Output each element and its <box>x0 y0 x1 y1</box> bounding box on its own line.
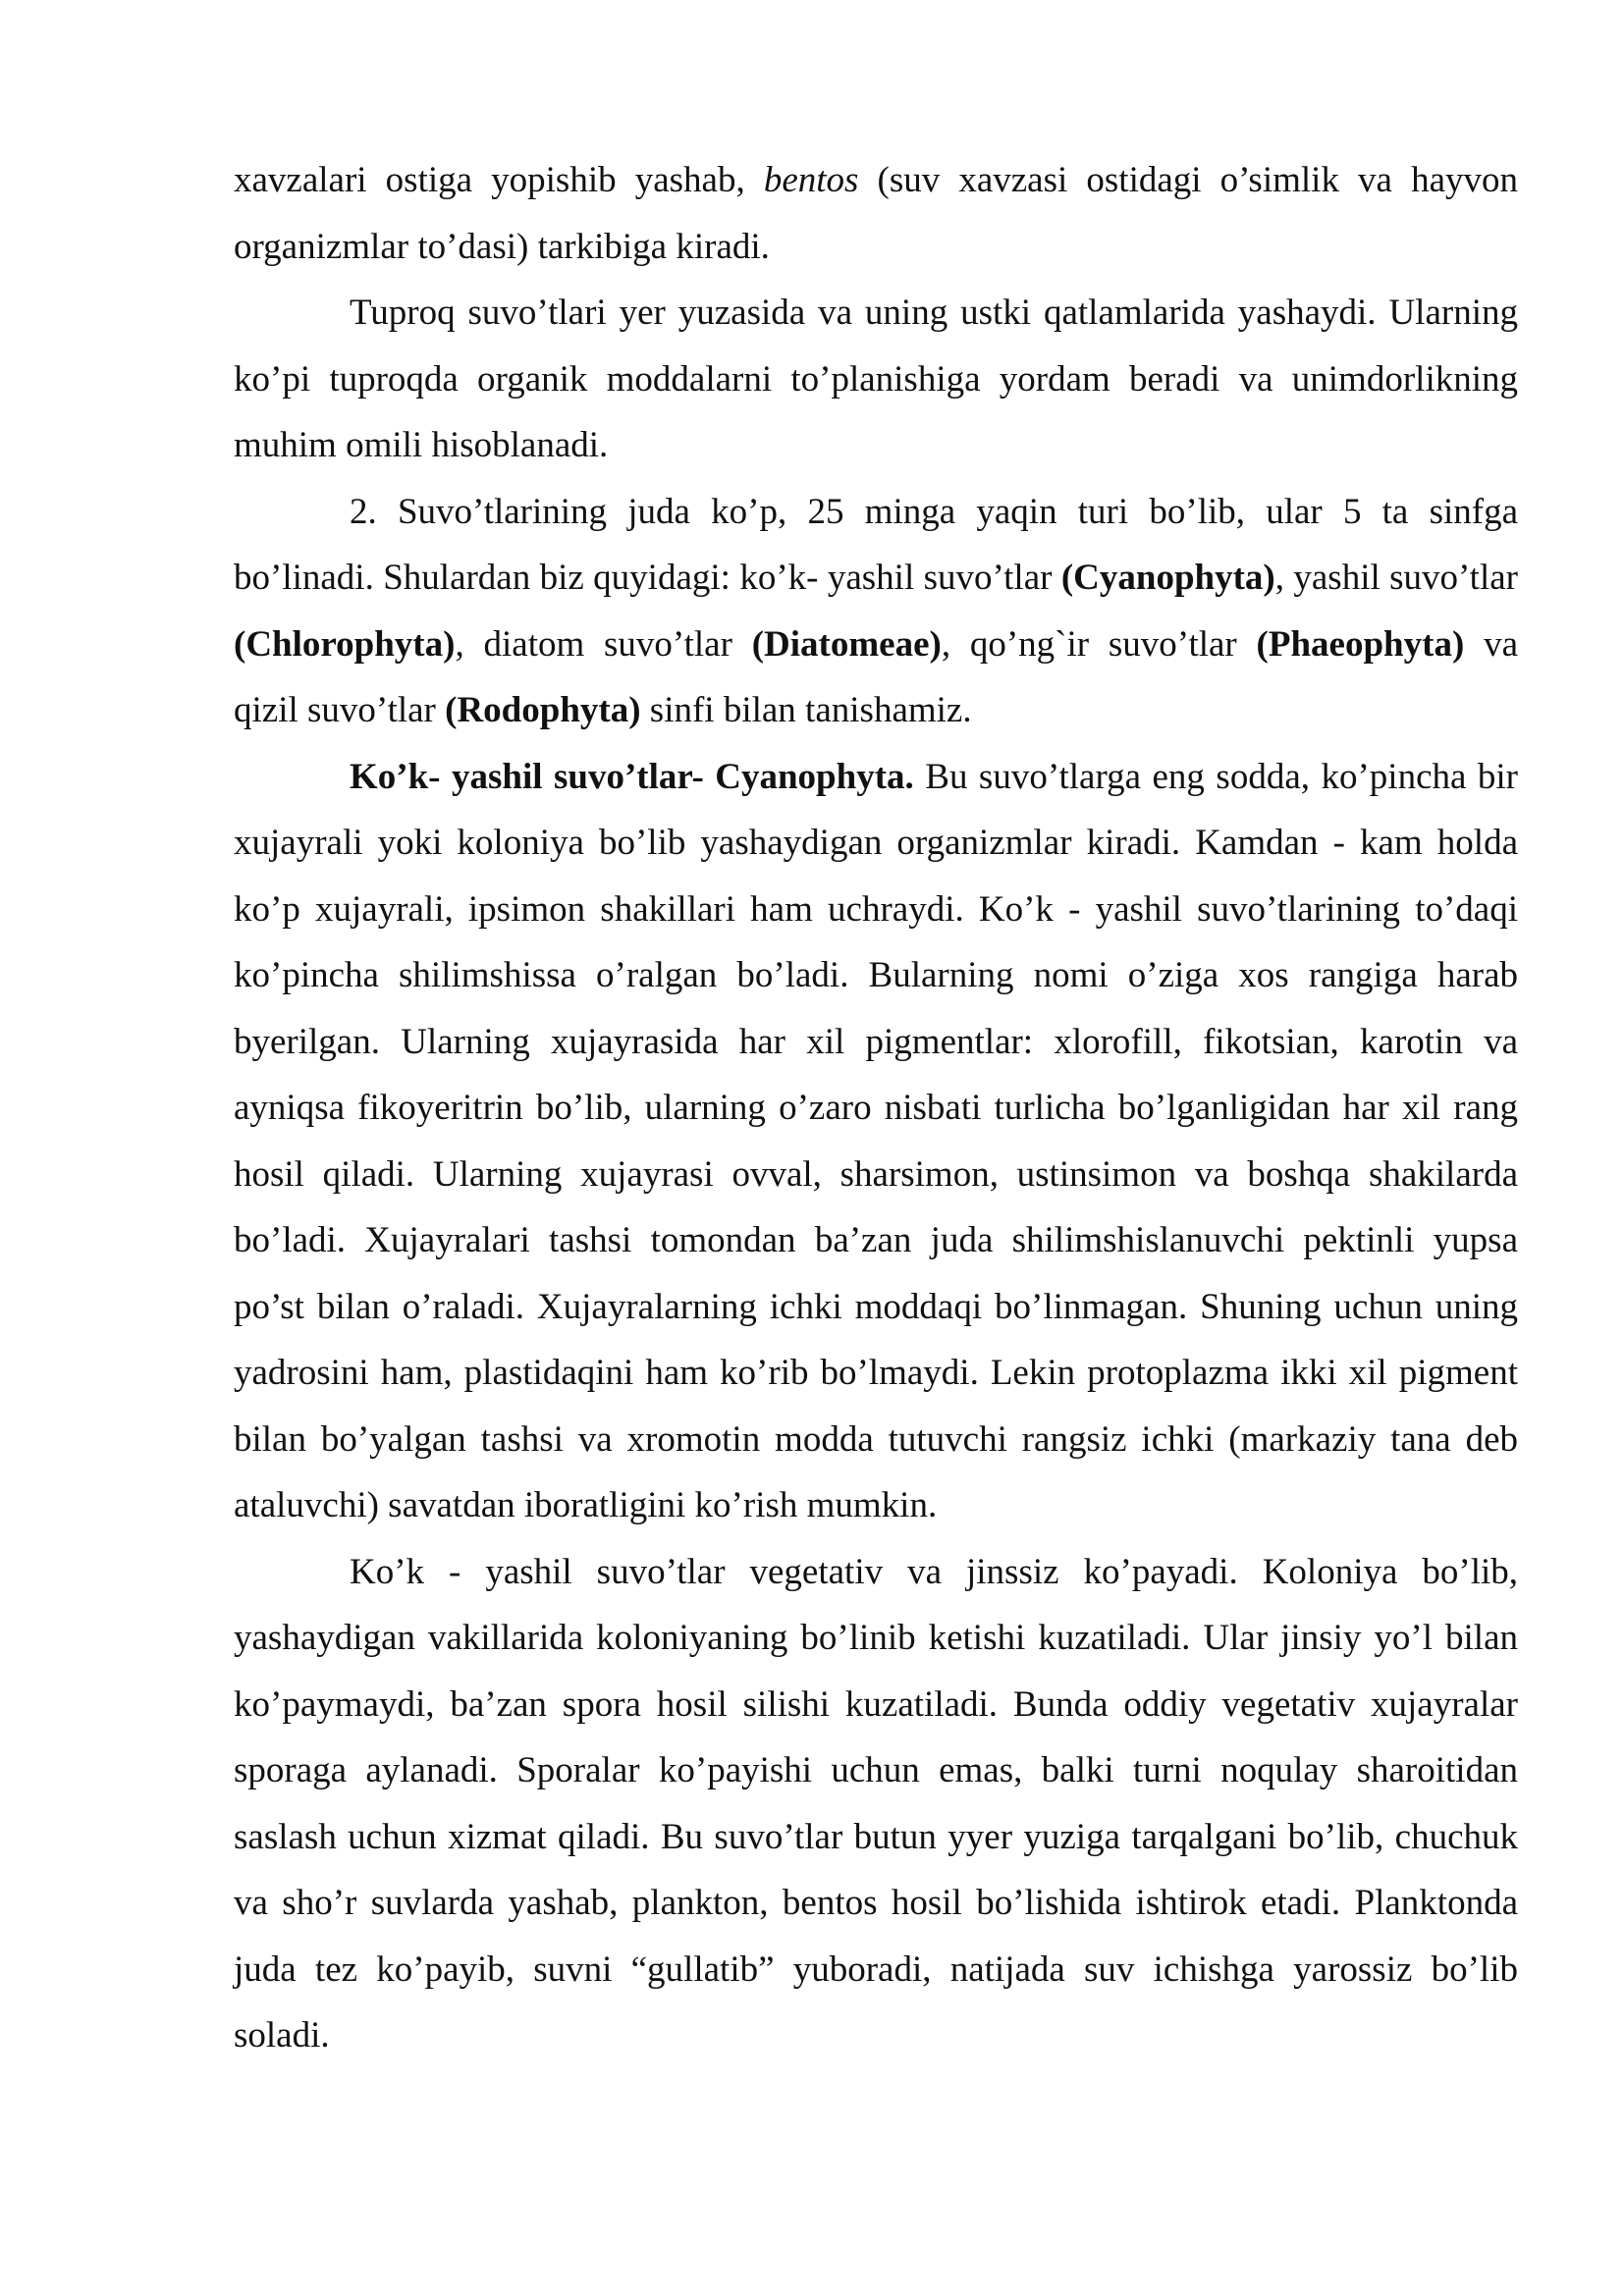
term-bentos: bentos <box>763 160 859 200</box>
paragraph-3-text-k: sinfi bilan tanishamiz. <box>640 690 972 730</box>
paragraph-5: Ko’k - yashil suvo’tlar vegetativ va jinssiz ko’payadi. Koloniya bo’lib, yashaydigan vakillarida koloniyaning bo’linib ketishi kuzatiladi. Ular jinsiy yo’l bilan ko’paymaydi, ba’zan spora hosil silishi kuzatiladi. Bunda oddiy vegetativ xujayralar sporaga aylanadi. Sporalar ko’payishi uchun emas, balki turni noqulay sharoitidan saslash uchun xizmat qiladi. Bu suvo’tlar butun yyer yuziga tarqalgani bo’lib, chuchuk va sho’r suvlarda yashab, plankton, bentos hosil bo’lishida ishtirok etadi. Planktonda juda tez ko’payib, suvni “gullatib” yuboradi, natijada suv ichishga yarossiz bo’lib soladi. <box>234 1551 1518 2056</box>
term-diatomeae: (Diatomeae) <box>751 623 942 665</box>
paragraph-2: Tuproq suvo’tlari yer yuzasida va uning ustki qatlamlarida yashaydi. Ularning ko’pi tuproqda organik moddalarni to’planishiga yordam beradi va unimdorlikning muhim omili hisoblanadi. <box>234 293 1518 465</box>
paragraph-3-text-g: , qo’ng`ir suvo’tlar <box>941 623 1257 665</box>
paragraph-4-body: Bu suvo’tlarga eng sodda, ko’pincha bir xujayrali yoki koloniya bo’lib yashaydigan organizmlar kiradi. Kamdan - kam holda ko’p xujayrali, ipsimon shakillari ham uchraydi. Ko’k - yashil suvo’tlarining to’daqi ko’pincha shilimshissa o’ralgan bo’ladi. Bularning nomi o’ziga xos rangiga harab byerilgan. Ularning xujayrasida har xil pigmentlar: xlorofill, fikotsian, karotin va ayniqsa fikoyeritrin bo’lib, ularning o’zaro nisbati turlicha bo’lganligidan har xil rang hosil qiladi. Ularning xujayrasi ovval, sharsimon, ustinsimon va boshqa shakilarda bo’ladi. Xujayralari tashsi tomondan ba’zan juda shilimshislanuvchi pektinli yupsa po’st bilan o’raladi. Xujayralarning ichki moddaqi bo’linmagan. Shuning uchun uning yadrosini ham, plastidaqini ham ko’rib bo’lmaydi. Lekin protoplazma ikki xil pigment bilan bo’yalgan tashsi va xromotin modda tutuvchi rangsiz ichki (markaziy tana deb ataluvchi) savatdan iboratligini ko’rish mumkin. <box>234 756 1518 1525</box>
term-phaeophyta: (Phaeophyta) <box>1256 623 1465 665</box>
paragraph-3-text-a: 2. Suvo’tlarining juda ko’p, 25 minga yaqin turi bo’lib, ular 5 ta sinfga bo’linadi. Shulardan biz quyidagi: ko’k- yashil suvo’tlar <box>234 491 1518 598</box>
section-heading-cyanophyta: Ko’k- yashil suvo’tlar- Cyanophyta. <box>350 756 914 797</box>
paragraph-3 <box>234 479 1518 744</box>
paragraph-1-text-c: (suv xavzasi ostidagi o’simlik va hayvon organizmlar to’dasi) tarkibiga kiradi. <box>234 160 1518 267</box>
paragraph-1 <box>234 147 1518 280</box>
paragraph-3-text-c: , yashil suvo’tlar <box>1274 558 1518 598</box>
paragraph-4 <box>234 744 1518 1539</box>
paragraph-3-text-e: , diatom suvo’tlar <box>455 623 752 665</box>
paragraph-1-text-a: xavzalari ostiga yopishib yashab, <box>234 160 764 200</box>
term-cyanophyta: (Cyanophyta) <box>1060 558 1275 598</box>
term-rodophyta: (Rodophyta) <box>445 690 641 730</box>
term-chlorophyta: (Chlorophyta) <box>234 623 456 665</box>
paragraph-3-text-i: va qizil suvo’tlar <box>234 623 1518 730</box>
document-page <box>234 147 1518 2069</box>
